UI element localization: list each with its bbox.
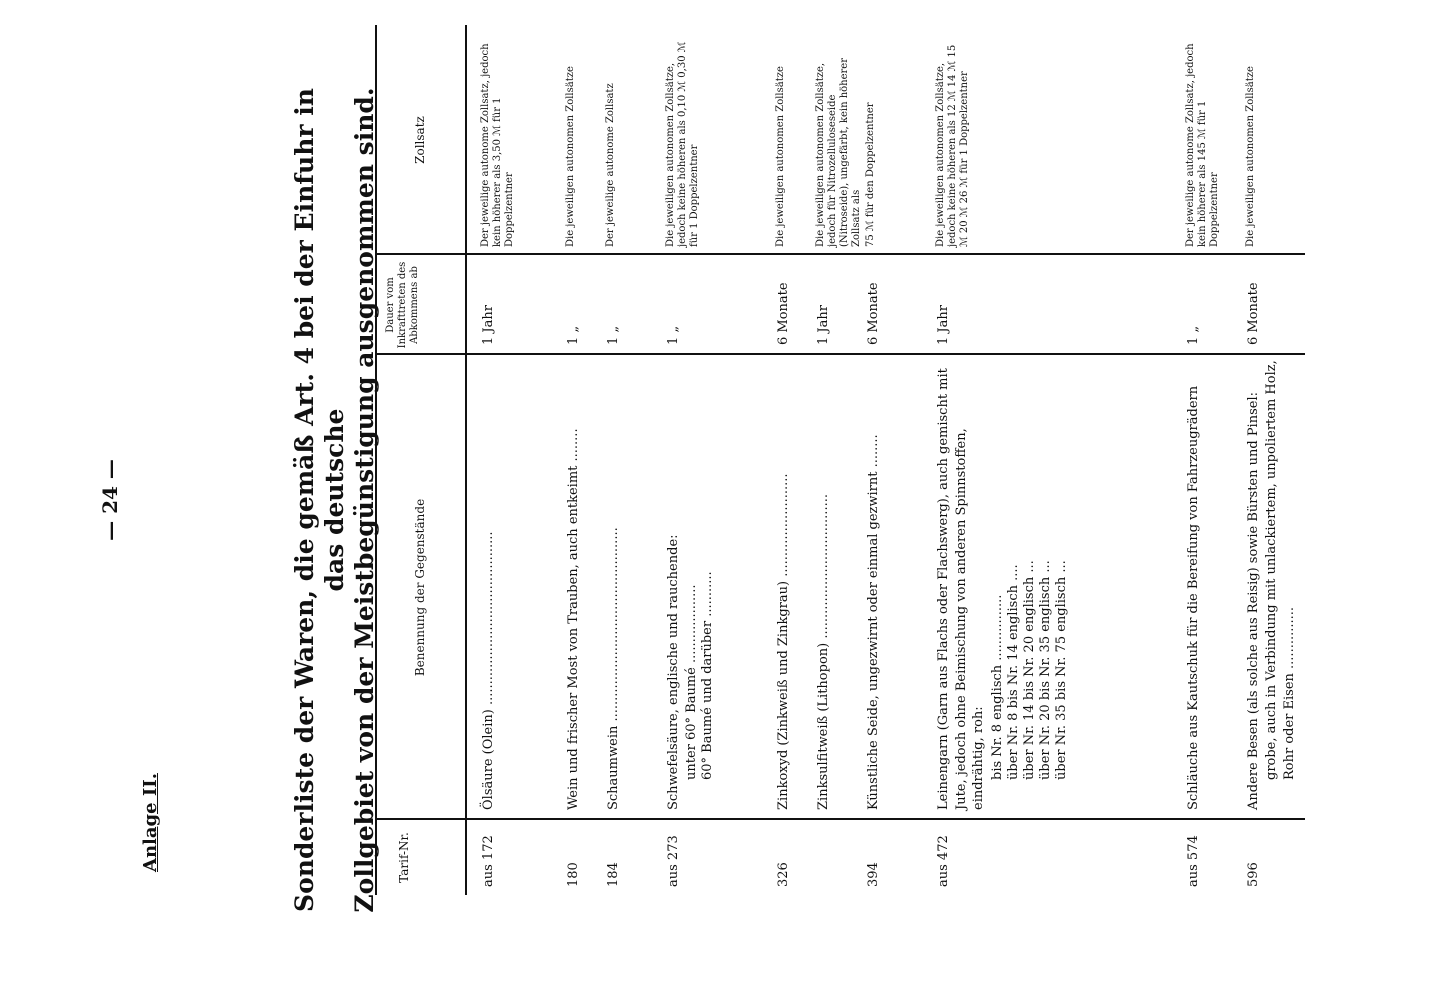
col-divider-2	[375, 353, 1305, 355]
item-description: Andere Besen (als solche aus Reisig) sowie Bürsten und Pinsel:	[1246, 392, 1261, 810]
tariff-number: 596	[1246, 862, 1261, 887]
duration: 1 „	[566, 325, 581, 345]
item-subdescription: über Nr. 35 bis Nr. 75 englisch ...	[1054, 560, 1069, 780]
table-top-rule	[375, 25, 377, 895]
item-description: Künstliche Seide, ungezwirnt oder einmal gezwirnt ........	[866, 434, 881, 810]
tariff-number: aus 172	[481, 835, 496, 887]
item-subdescription: unter 60° Baumé ...................	[684, 584, 699, 780]
tariff-number: 394	[866, 862, 881, 887]
title-line-2: Zollgebiet von der Meistbegünstigung ausgenommen sind.	[350, 87, 379, 913]
col-divider-3	[375, 253, 1305, 255]
title-line-1: Sonderliste der Waren, die gemäß Art. 4 bei der Einfuhr in das deutsche	[290, 88, 349, 912]
item-subdescription: grobe, auch in Verbindung mit unlackiertem, unpoliertem Holz, Rohr oder Eisen ...............	[1264, 360, 1297, 780]
item-description: Ölsäure (Olein) ..........................................	[481, 531, 496, 810]
duration: 1 Jahr	[481, 305, 496, 345]
duration: 1 Jahr	[936, 305, 951, 345]
duration: 6 Monate	[866, 282, 881, 345]
duration: 1 „	[666, 325, 681, 345]
page-number: — 24 —	[98, 459, 122, 541]
duration: 6 Monate	[1246, 282, 1261, 345]
funding-note	[1418, 160, 1432, 980]
document-title	[290, 60, 380, 940]
header-benennung: Benennung der Gegenstände	[413, 498, 427, 677]
item-description: Wein und frischer Most von Trauben, auch entkeimt ........	[566, 428, 581, 810]
item-subdescription: über Nr. 14 bis Nr. 20 englisch ...	[1022, 560, 1037, 780]
duty-rate: 75 ℳ für den Doppelzentner	[865, 102, 876, 247]
duration: 1 „	[1186, 325, 1201, 345]
tariff-number: aus 273	[666, 835, 681, 887]
item-subdescription: über Nr. 20 bis Nr. 35 englisch ...	[1038, 560, 1053, 780]
header-zollsatz: Zollsatz	[413, 116, 427, 164]
table-header-rule	[465, 25, 467, 895]
duty-rate: Die jeweiligen autonomen Zollsätze	[1245, 66, 1256, 247]
duty-rate: Der jeweilige autonome Zollsatz	[605, 83, 616, 247]
item-description: Schläuche aus Kautschuk für die Bereifung von Fahrzeugrädern	[1186, 385, 1201, 810]
item-description: Zinksulfitweiß (Lithopon) ...................................	[816, 494, 831, 810]
tariff-table	[375, 25, 1305, 895]
tariff-number: 184	[606, 862, 621, 887]
item-subdescription: 60° Baumé und darüber ...........	[700, 571, 715, 780]
tariff-number: aus 574	[1186, 835, 1201, 887]
col-divider-1	[375, 818, 1305, 820]
tariff-number: aus 472	[936, 835, 951, 887]
duration: 6 Monate	[776, 282, 791, 345]
item-description: Schwefelsäure, englische und rauchende:	[666, 534, 681, 810]
duty-rate: Die jeweiligen autonomen Zollsätze	[565, 66, 576, 247]
item-description: Zinkoxyd (Zinkweiß und Zinkgrau) .........................	[776, 473, 791, 810]
item-description: Leinengarn (Garn aus Flachs oder Flachswerg), auch gemischt mit Jute, jedoch ohne Beimischung von anderen Spinnstoffen, eindrähtig, roh:	[936, 368, 987, 810]
tariff-number: 326	[776, 862, 791, 887]
duty-rate: Der jeweilige autonome Zollsatz, jedoch kein höherer als 3,50 ℳ für 1 Doppelzentner	[480, 43, 515, 247]
tariff-number: 180	[566, 862, 581, 887]
header-tarif: Tarif-Nr.	[397, 832, 411, 883]
duration: 1 „	[606, 325, 621, 345]
header-dauer: Dauer vom Inkrafttreten des Abkommens ab	[385, 261, 420, 349]
duty-rate: Die jeweiligen autonomen Zollsätze, jedoch keine höheren als 0,10 ℳ 0,30 ℳ für 1 Doppelzentner	[665, 41, 700, 247]
item-description: Schaumwein ...............................................	[606, 527, 621, 810]
duty-rate: Der jeweilige autonome Zollsatz, jedoch kein höherer als 145 ℳ für 1 Doppelzentner	[1185, 43, 1220, 247]
item-subdescription: bis Nr. 8 englisch ................	[990, 594, 1005, 780]
duration: 1 Jahr	[816, 305, 831, 345]
annex-label: Anlage II.	[140, 773, 161, 872]
duty-rate: Die jeweiligen autonomen Zollsätze, jedoch keine höheren als 12 ℳ 14 ℳ 15 ℳ 20 ℳ 26 ℳ für 1 Doppelzentner	[935, 44, 970, 247]
duty-rate: Die jeweiligen autonomen Zollsätze	[775, 66, 786, 247]
item-subdescription: über Nr. 8 bis Nr. 14 englisch ....	[1006, 564, 1021, 780]
duty-rate: Die jeweiligen autonomen Zollsätze, jedoch für Nitrozelluloseseide (Nitroseide), ungefärbt, kein höherer Zollsatz als	[815, 57, 862, 247]
